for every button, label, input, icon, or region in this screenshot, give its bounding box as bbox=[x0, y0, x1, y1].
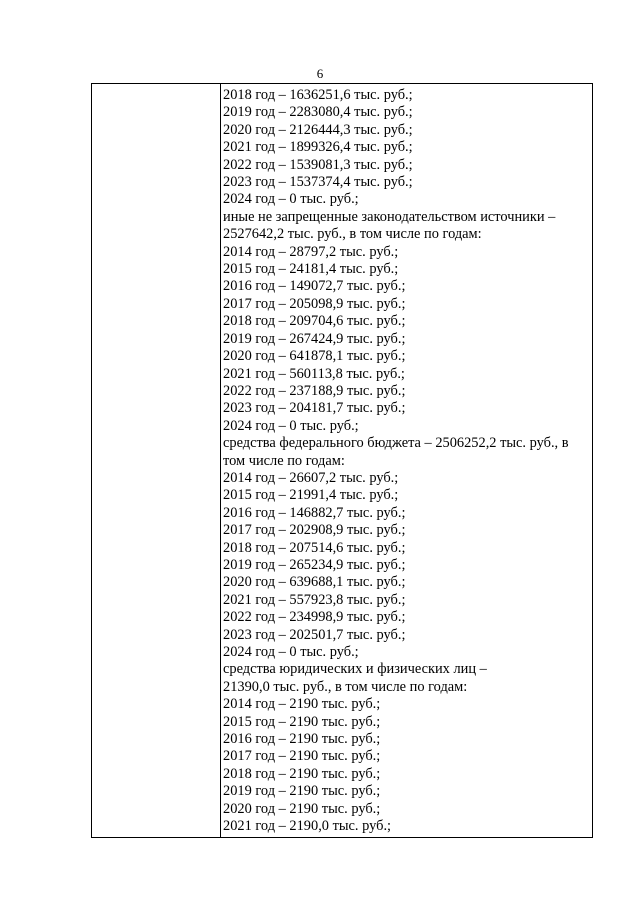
text-line: 2021 год – 560113,8 тыс. руб.; bbox=[223, 365, 405, 382]
text-line: 2023 год – 204181,7 тыс. руб.; bbox=[223, 400, 406, 417]
text-line: 2016 год – 2190 тыс. руб.; bbox=[223, 731, 381, 748]
text-line: том числе по годам: bbox=[223, 452, 345, 469]
text-line: 2021 год – 557923,8 тыс. руб.; bbox=[223, 591, 406, 608]
text-line: 2017 год – 202908,9 тыс. руб.; bbox=[223, 522, 406, 539]
text-line: 2016 год – 146882,7 тыс. руб.; bbox=[223, 504, 406, 521]
text-line: 2014 год – 2190 тыс. руб.; bbox=[223, 696, 381, 713]
text-line: 21390,0 тыс. руб., в том числе по годам: bbox=[223, 678, 468, 695]
text-line: 2017 год – 2190 тыс. руб.; bbox=[223, 748, 381, 765]
text-line: 2018 год – 209704,6 тыс. руб.; bbox=[223, 313, 406, 330]
text-line: 2016 год – 149072,7 тыс. руб.; bbox=[223, 278, 406, 295]
text-line: 2020 год – 2190 тыс. руб.; bbox=[223, 800, 381, 817]
text-line: 2015 год – 24181,4 тыс. руб.; bbox=[223, 261, 399, 278]
text-line: 2023 год – 1537374,4 тыс. руб.; bbox=[223, 174, 413, 191]
text-line: 2014 год – 26607,2 тыс. руб.; bbox=[223, 469, 399, 486]
page-number: 6 bbox=[316, 66, 324, 81]
text-line: средства федерального бюджета – 2506252,2 тыс. руб., в bbox=[223, 435, 569, 452]
text-line: 2018 год – 2190 тыс. руб.; bbox=[223, 765, 381, 782]
text-line: иные не запрещенные законодательством источники – bbox=[223, 208, 556, 225]
table-label-column bbox=[92, 84, 221, 837]
text-line: 2020 год – 2126444,3 тыс. руб.; bbox=[223, 121, 413, 138]
text-line: 2024 год – 0 тыс. руб.; bbox=[223, 644, 359, 660]
text-line: 2018 год – 207514,6 тыс. руб.; bbox=[223, 539, 406, 556]
text-line: 2015 год – 21991,4 тыс. руб.; bbox=[223, 487, 399, 504]
text-line: 2018 год – 1636251,6 тыс. руб.; bbox=[223, 87, 413, 103]
text-line: 2019 год – 267424,9 тыс. руб.; bbox=[223, 330, 406, 347]
text-line: 2020 год – 641878,1 тыс. руб.; bbox=[223, 348, 406, 365]
text-line: 2021 год – 2190,0 тыс. руб.; bbox=[223, 818, 392, 835]
text-line: 2022 год – 1539081,3 тыс. руб.; bbox=[223, 156, 413, 173]
text-line: 2022 год – 234998,9 тыс. руб.; bbox=[223, 609, 406, 626]
text-line: 2024 год – 0 тыс. руб.; bbox=[223, 417, 359, 434]
text-line: 2014 год – 28797,2 тыс. руб.; bbox=[223, 243, 399, 260]
funding-table bbox=[91, 83, 593, 838]
text-line: 2019 год – 2190 тыс. руб.; bbox=[223, 783, 381, 800]
text-line: 2020 год – 639688,1 тыс. руб.; bbox=[223, 574, 406, 591]
text-line: средства юридических и физических лиц – bbox=[223, 661, 487, 678]
text-line: 2019 год – 2283080,4 тыс. руб.; bbox=[223, 104, 413, 121]
text-line: 2019 год – 265234,9 тыс. руб.; bbox=[223, 556, 406, 573]
text-line: 2022 год – 237188,9 тыс. руб.; bbox=[223, 382, 406, 399]
text-line: 2017 год – 205098,9 тыс. руб.; bbox=[223, 295, 406, 312]
text-line: 2527642,2 тыс. руб., в том числе по годам: bbox=[223, 226, 482, 243]
text-line: 2023 год – 202501,7 тыс. руб.; bbox=[223, 626, 406, 643]
text-line: 2015 год – 2190 тыс. руб.; bbox=[223, 713, 381, 730]
text-line: 2021 год – 1899326,4 тыс. руб.; bbox=[223, 139, 413, 156]
table-content-column bbox=[223, 87, 589, 835]
text-line: 2024 год – 0 тыс. руб.; bbox=[223, 191, 359, 208]
